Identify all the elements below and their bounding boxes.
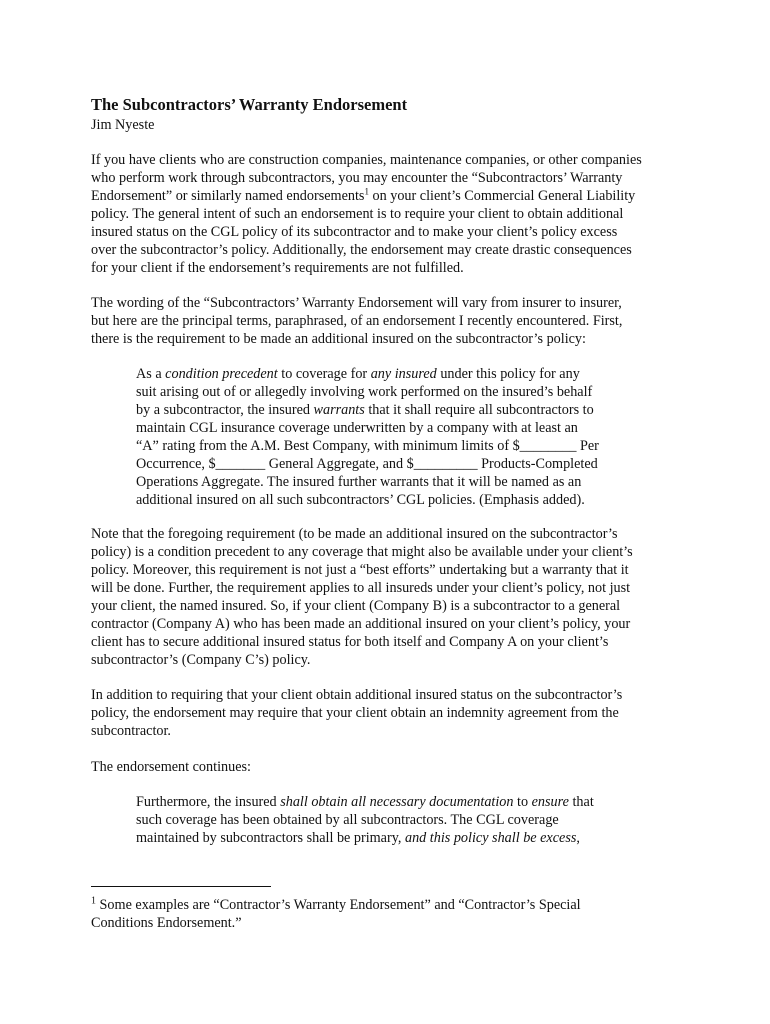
text-line: In addition to requiring that your client obtain additional insured status on the subcontractor’s	[91, 687, 623, 703]
text-line: policy, the endorsement may require that your client obtain an indemnity agreement from the	[91, 705, 619, 721]
footnote	[91, 896, 691, 932]
paragraph-indemnity	[91, 686, 691, 740]
text-line: Note that the foregoing requirement (to be made an additional insured on the subcontractor’s	[91, 526, 618, 542]
text-line	[136, 365, 636, 383]
text-line	[136, 829, 636, 847]
text-line: additional insured on all such subcontractors’ CGL policies. (Emphasis added).	[136, 492, 585, 508]
text-line: subcontractor.	[91, 723, 171, 739]
text-line: your client, the named insured. So, if your client (Company B) is a subcontractor to a general	[91, 598, 621, 614]
text-line: but here are the principal terms, paraphrased, of an endorsement I recently encountered. First,	[91, 313, 623, 329]
text-line: The endorsement continues:	[91, 759, 251, 775]
text-line: suit arising out of or allegedly involving work performed on the insured’s behalf	[136, 384, 593, 400]
emphasis-text: and this policy shall be excess	[404, 830, 577, 846]
text-line: Conditions Endorsement.”	[91, 915, 242, 931]
text-line: insured status on the CGL policy of its subcontractor and to make your client’s policy excess	[91, 224, 618, 240]
text-line: contractor (Company A) who has been made an additional insured on your client’s policy, your	[91, 616, 631, 632]
text-segment: Endorsement” or similarly named endorsements	[91, 188, 365, 204]
text-segment: that it shall require all subcontractors to	[364, 402, 594, 418]
text-segment: to	[513, 794, 532, 810]
text-line: Operations Aggregate. The insured further warrants that it will be named as an	[136, 474, 582, 490]
text-line: client has to secure additional insured status for both itself and Company A on your client’s	[91, 634, 609, 650]
text-segment: maintained by subcontractors shall be primary,	[136, 830, 405, 846]
emphasis-text: ensure	[531, 794, 569, 810]
text-segment: Furthermore, the insured	[136, 794, 281, 810]
emphasis-text: warrants	[313, 402, 365, 418]
text-line: policy. The general intent of such an endorsement is to require your client to obtain additional	[91, 206, 624, 222]
text-segment: Some examples are “Contractor’s Warranty Endorsement” and “Contractor’s Special	[96, 897, 581, 913]
paragraph-wording	[91, 294, 691, 348]
emphasis-text: shall obtain all necessary documentation	[280, 794, 514, 810]
text-line: such coverage has been obtained by all subcontractors. The CGL coverage	[136, 812, 559, 828]
footnote-marker: 1	[91, 895, 96, 907]
text-segment: on your client’s Commercial General Liability	[368, 188, 636, 204]
text-segment: that	[568, 794, 594, 810]
text-line	[91, 187, 691, 205]
text-segment: by a subcontractor, the insured	[136, 402, 314, 418]
quote-warranty-clause	[136, 365, 636, 509]
text-line	[136, 401, 636, 419]
text-line: “A” rating from the A.M. Best Company, with minimum limits of $________ Per	[136, 438, 599, 454]
text-segment: to coverage for	[277, 366, 371, 382]
footnote-reference[interactable]: 1	[364, 186, 369, 197]
text-line: policy. Moreover, this requirement is not just a “best efforts” undertaking but a warranty that it	[91, 562, 629, 578]
emphasis-text: any insured	[370, 366, 437, 382]
text-line: maintain CGL insurance coverage underwritten by a company with at least an	[136, 420, 578, 436]
paragraph-note	[91, 525, 691, 669]
text-line: over the subcontractor’s policy. Additionally, the endorsement may create drastic consequences	[91, 242, 632, 258]
text-line	[136, 793, 636, 811]
text-segment: As a	[136, 366, 166, 382]
text-line: will be done. Further, the requirement applies to all insureds under your client’s policy, not just	[91, 580, 631, 596]
text-segment: under this policy for any	[436, 366, 580, 382]
text-line: The wording of the “Subcontractors’ Warranty Endorsement will vary from insurer to insurer,	[91, 295, 622, 311]
text-line: who perform work through subcontractors, you may encounter the “Subcontractors’ Warranty	[91, 170, 623, 186]
text-segment: ,	[576, 830, 580, 846]
text-line: Occurrence, $_______ General Aggregate, and $_________ Products-Completed	[136, 456, 598, 472]
quote-documentation-clause	[136, 793, 636, 847]
text-line: policy) is a condition precedent to any coverage that might also be available under your client’s	[91, 544, 633, 560]
paragraph-intro	[91, 151, 691, 277]
text-line: subcontractor’s (Company C’s) policy.	[91, 652, 311, 668]
author-name: Jim Nyeste	[91, 117, 155, 133]
emphasis-text: condition precedent	[165, 366, 278, 382]
text-line: for your client if the endorsement’s requirements are not fulfilled.	[91, 260, 464, 276]
paragraph-continues	[91, 758, 691, 776]
document-title: The Subcontractors’ Warranty Endorsement	[91, 95, 408, 114]
footnote-divider	[91, 886, 271, 887]
text-line	[91, 896, 691, 914]
text-line: there is the requirement to be made an additional insured on the subcontractor’s policy:	[91, 331, 586, 347]
text-line: If you have clients who are construction companies, maintenance companies, or other companies	[91, 152, 642, 168]
